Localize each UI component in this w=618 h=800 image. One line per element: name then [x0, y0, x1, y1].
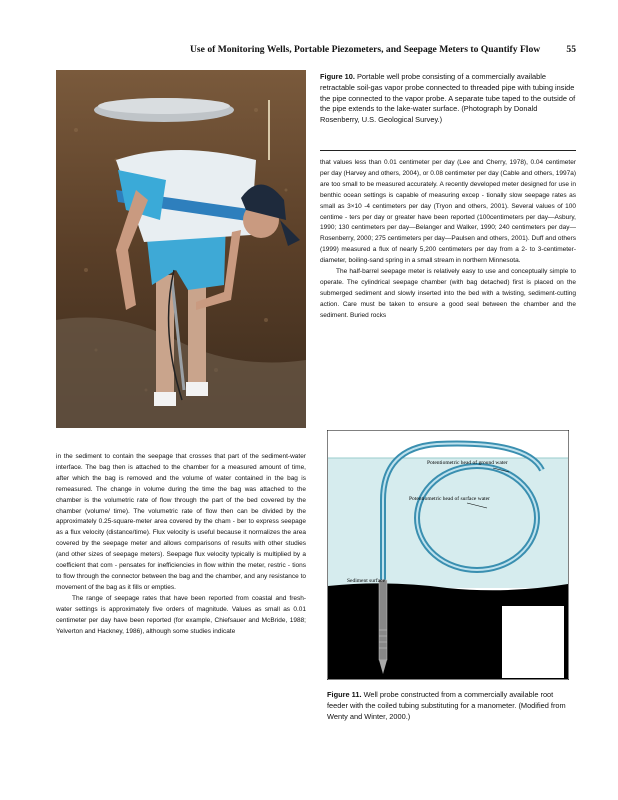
label-sediment-surface: Sediment surface: [347, 578, 386, 584]
left-paragraph-1: in the sediment to contain the seepage that crosses that part of the sediment-water interface. The bag then is attached to the chamber for a measured amount of time, after which the bag is removed and the volume of water contained in the bag is remeasured. The change in volume during the time the bag was attached to the chamber is the volumetric rate of flow through the part of the bed covered by the chamber (volume/ time). The volumetric rate of flow then can be divided by the approximately 0.25-square-meter area covered by the cham - ber to express seepage as a flux velocity (distance/time). Flux velocity is useful because it normalizes the area covered by the seepage meter and allows comparisons of results with other studies (and other sizes of seepage meters). Seepage flux velocity typically is multiplied by a coefficient that com - pensates for inefficiencies in flow within the meter, restric - tions to flow through the connector between the bag and the chamber, and any resistance to movement of the bag as it fills or empties.: [56, 453, 306, 591]
figure-10-photograph: [56, 70, 306, 428]
inset-box: [502, 606, 564, 678]
running-header: [190, 44, 576, 55]
figure-11-caption: [327, 690, 567, 722]
photo-illustration: [56, 70, 306, 428]
label-ground-water-head: Potentiometric head of ground water: [427, 460, 508, 466]
left-paragraph-2: The range of seepage rates that have been reported from coastal and fresh-water settings is approximately five orders of magnitude. Values as small as 0.01 centimeter per day have been reported (for example, Chiefsauer and McBride, 1988; Yelverton and Hackney, 1986), although some studies indicate: [56, 594, 306, 635]
figure-10-caption-text: Portable well probe consisting of a commercially available retractable soil-gas vapor probe connected to threaded pipe with tubing inside the pipe connected to the vapor probe. A separate tube taped to the outside of the pipe extends to the lake-water surface. (Photograph by Donald Rosenberry, U.S. Geological Survey.): [320, 72, 576, 125]
figure-11-diagram: [327, 430, 569, 680]
figure-11-label: Figure 11.: [327, 690, 362, 699]
running-title: Use of Monitoring Wells, Portable Piezometers, and Seepage Meters to Quantify Flow: [190, 44, 541, 55]
water-region: [328, 458, 568, 588]
left-column-text: [56, 452, 306, 637]
right-column-text: [320, 158, 576, 322]
right-paragraph-1: that values less than 0.01 centimeter per day (Lee and Cherry, 1978), 0.04 centimeter per day (Harvey and others, 2004), or 0.08 centimeter per day (Cable and others, 1997a) are too small to be measured accurately. A recently developed meter designed for use in benthic ocean settings is capable of measuring excep - tionally slow seepage rates as small as 3×10 -4 centimeters per day (Tryon and others, 2001). Several values of 100 centime - ters per day or greater have been reported (100centimeters per day—Asbury, 1990; 130 centimeters per day—Belanger and Walker, 1990; 240 centimeters per day—Rosenberry, 2000; 275 centimeters per day—Paulsen and others, 2001). Duff and others (1999) measured a flux of nearly 5,200 centimeters per day from a 2- to 3-centimeter-diameter, boiling-sand spring in a small stream in northern Minnesota.: [320, 159, 576, 265]
figure-10-caption: [320, 72, 577, 126]
figure-10-label: Figure 10.: [320, 72, 355, 81]
label-surface-water-head: Potentiometric head of surface water: [409, 496, 490, 502]
well-probe-diagram: [327, 430, 569, 680]
figure-11-caption-text: Well probe constructed from a commercially available root feeder with the coiled tubing substituting for a manometer. (Modified from Wenty and Winter, 2000.): [327, 690, 566, 721]
caption-divider: [320, 150, 576, 151]
right-paragraph-2: The half-barrel seepage meter is relatively easy to use and conceptually simple to operate. The cylindrical seepage chamber (with bag detached) first is placed on the submerged sediment and slowly inserted into the bed with a twisting, sediment-cutting action. Care must be taken to ensure a good seal between the chamber and the sediment. Buried rocks: [320, 268, 576, 319]
page-number: 55: [566, 44, 576, 55]
